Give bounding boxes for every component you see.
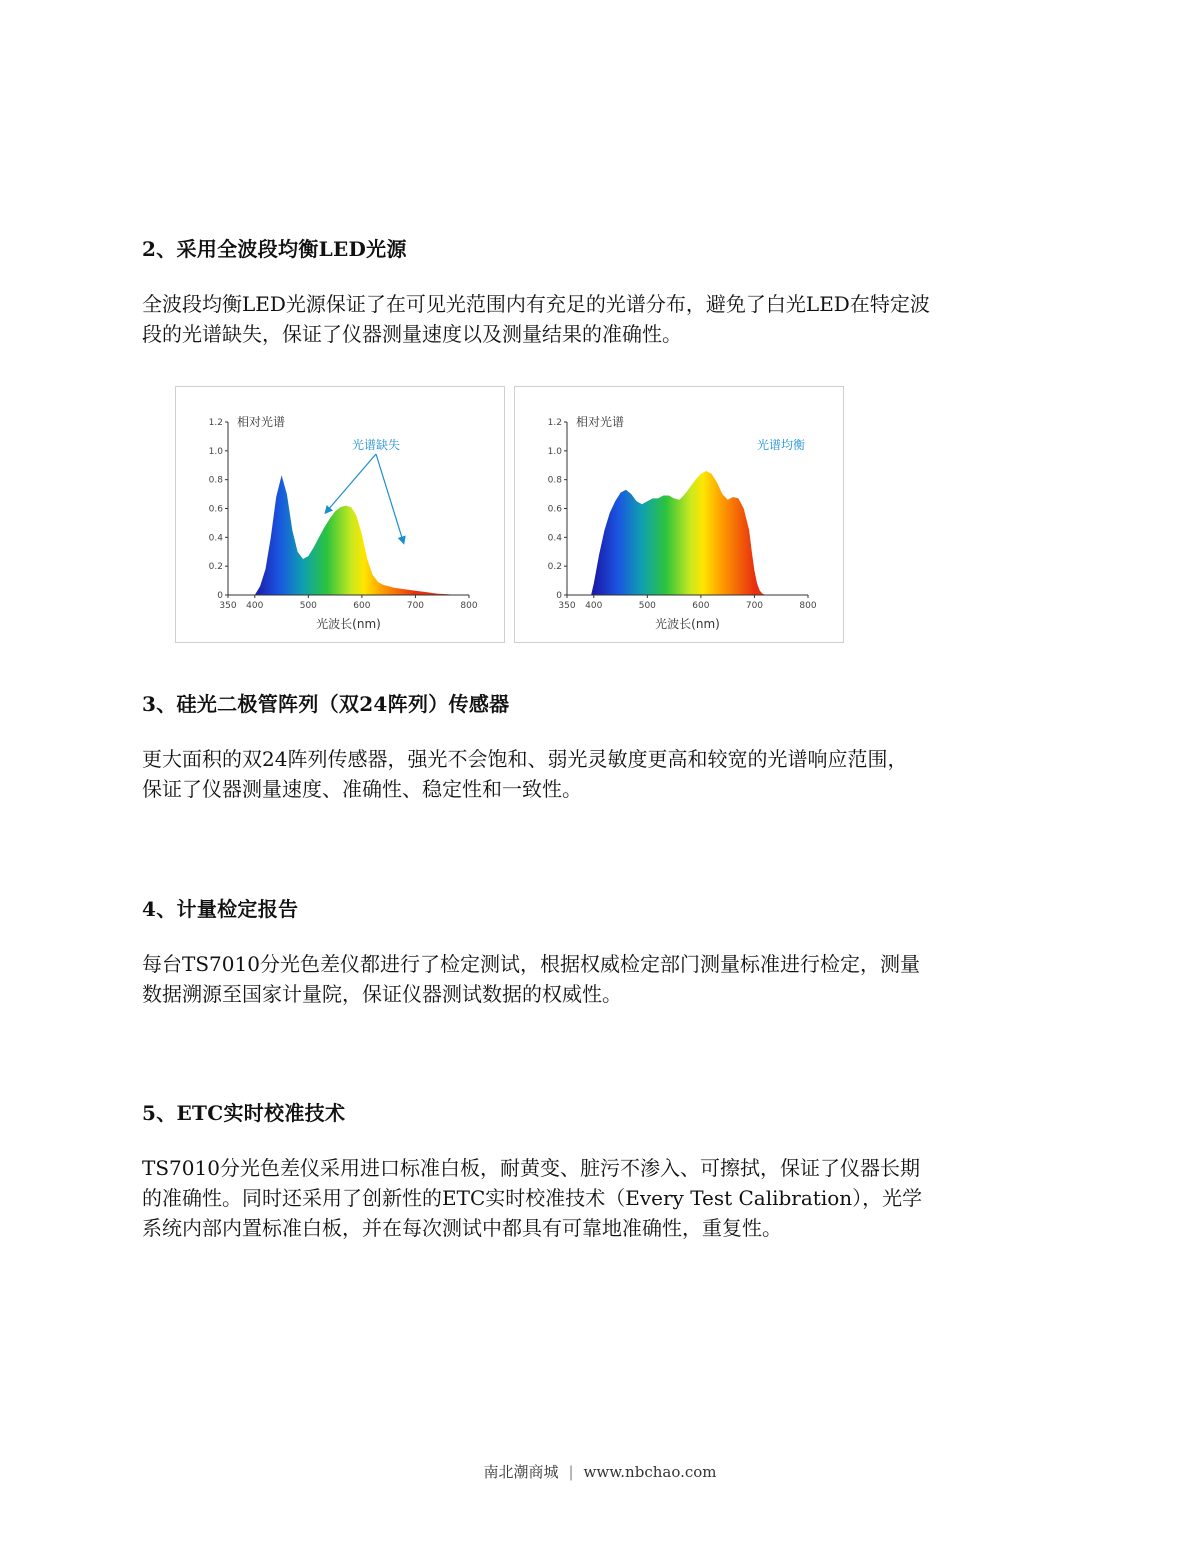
spectrum-area [255,475,459,595]
paragraph-line: 段的光谱缺失，保证了仪器测量速度以及测量结果的准确性。 [142,322,682,346]
x-tick-label: 400 [246,601,264,611]
footer-separator: | [568,1463,574,1481]
section-3-paragraph [142,744,1067,804]
spectrum-area [591,471,765,595]
paragraph-line: 保证了仪器测量速度、准确性、稳定性和一致性。 [142,777,582,801]
x-tick-label: 700 [406,601,425,611]
y-tick-label: 0.8 [547,475,562,486]
section-5-paragraph [142,1153,1067,1243]
x-tick-label: 350 [558,601,576,611]
x-tick-label: 800 [460,601,478,611]
chart-title: 相对光谱 [576,415,625,429]
chart-annotation: 光谱缺失 [351,438,401,452]
x-axis-label: 光波长(nm) [316,617,381,631]
spectrum-chart-balanced-svg [515,387,843,642]
section-3-heading: 3、硅光二极管阵列（双24阵列）传感器 [142,692,510,716]
x-tick-label: 350 [219,601,237,611]
x-tick-label: 500 [638,601,656,611]
x-tick-label: 400 [585,601,603,611]
footer-url-link[interactable]: www.nbchao.com [583,1463,717,1481]
section-4-paragraph [142,949,1067,1009]
x-tick-label: 500 [299,601,317,611]
x-tick-label: 600 [353,601,371,611]
paragraph-line: 数据溯源至国家计量院，保证仪器测试数据的权威性。 [142,982,622,1006]
y-tick-label: 0 [556,591,562,601]
x-tick-label: 800 [799,601,817,611]
paragraph-line: 的准确性。同时还采用了创新性的ETC实时校准技术（Every Test Calibration），光学 [142,1186,923,1210]
chart-title: 相对光谱 [237,415,286,429]
y-tick-label: 0.2 [208,562,223,573]
spectrum-chart-missing-svg [176,387,504,642]
paragraph-line: 更大面积的双24阵列传感器，强光不会饱和、弱光灵敏度更高和较宽的光谱响应范围， [142,747,908,771]
section-2-heading: 2、采用全波段均衡LED光源 [142,237,407,261]
spectrum-chart-missing [175,386,505,643]
x-tick-label: 600 [692,601,710,611]
paragraph-line: TS7010分光色差仪采用进口标准白板，耐黄变、脏污不渗入、可擦拭，保证了仪器长期 [142,1156,920,1180]
section-5-heading: 5、ETC实时校准技术 [142,1101,346,1125]
paragraph-line: 系统内部内置标准白板，并在每次测试中都具有可靠地准确性，重复性。 [142,1216,782,1240]
spectrum-chart-balanced [514,386,844,643]
paragraph-line: 全波段均衡LED光源保证了在可见光范围内有充足的光谱分布，避免了白光LED在特定波 [142,292,930,316]
footer-site-name: 南北潮商城 [483,1463,559,1481]
y-tick-label: 0.6 [208,504,223,515]
y-tick-label: 0.4 [208,533,223,544]
y-tick-label: 1.0 [547,446,562,457]
y-tick-label: 1.0 [208,446,223,457]
y-tick-label: 0 [217,591,223,601]
paragraph-line: 每台TS7010分光色差仪都进行了检定测试，根据权威检定部门测量标准进行检定，测量 [142,952,920,976]
annotation-arrow [376,454,404,543]
y-tick-label: 0.2 [547,562,562,573]
chart-annotation: 光谱均衡 [756,438,806,452]
annotation-arrow [325,454,376,513]
y-tick-label: 1.2 [547,418,562,428]
x-axis-label: 光波长(nm) [655,617,720,631]
y-tick-label: 0.8 [208,475,223,486]
y-tick-label: 1.2 [208,418,223,428]
section-2-paragraph [142,289,1067,349]
y-tick-label: 0.6 [547,504,562,515]
footer [0,1461,1200,1482]
section-4-heading: 4、计量检定报告 [142,897,299,921]
x-tick-label: 700 [745,601,764,611]
y-tick-label: 0.4 [547,533,562,544]
